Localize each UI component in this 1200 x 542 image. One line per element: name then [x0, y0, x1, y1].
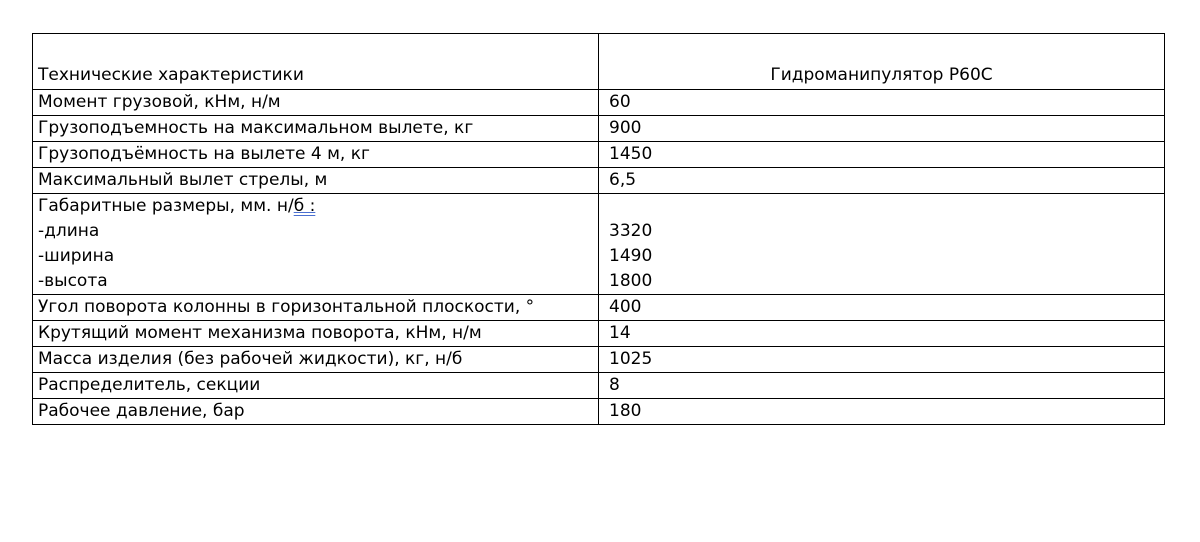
value-cell: 1025 [599, 347, 1165, 373]
value-cell: 6,5 [599, 168, 1165, 194]
dimensions-title-spacer [609, 194, 1164, 219]
specifications-table [32, 33, 1165, 425]
value-cell: 400 [599, 295, 1165, 321]
table-header-row [33, 34, 1165, 90]
param-cell: Крутящий момент механизма поворота, кНм, н/м [33, 321, 599, 347]
header-model-cell: Гидроманипулятор Р60С [599, 34, 1165, 90]
param-cell: Распределитель, секции [33, 373, 599, 399]
table-row [33, 399, 1165, 425]
dimension-label-width: -ширина [38, 246, 115, 266]
table-row [33, 168, 1165, 194]
value-cell: 14 [599, 321, 1165, 347]
dimension-value-height: 1800 [609, 271, 653, 291]
param-cell: Масса изделия (без рабочей жидкости), кг, н/б [33, 347, 599, 373]
table-row [33, 321, 1165, 347]
dimensions-param-cell [33, 194, 599, 295]
table-row [33, 347, 1165, 373]
table-row [33, 295, 1165, 321]
param-cell: Максимальный вылет стрелы, м [33, 168, 599, 194]
param-cell: Момент грузовой, кНм, н/м [33, 90, 599, 116]
value-cell: 60 [599, 90, 1165, 116]
dimension-value-width: 1490 [609, 246, 653, 266]
dimension-label-height: -высота [38, 271, 108, 291]
param-cell: Грузоподъёмность на вылете 4 м, кг [33, 142, 599, 168]
param-cell: Рабочее давление, бар [33, 399, 599, 425]
table-row [33, 90, 1165, 116]
dimensions-value-cell [599, 194, 1165, 295]
dimension-label-length: -длина [38, 221, 100, 241]
value-cell: 8 [599, 373, 1165, 399]
header-parameter-cell: Технические характеристики [33, 34, 599, 90]
table-row [33, 373, 1165, 399]
param-cell: Угол поворота колонны в горизонтальной плоскости, ° [33, 295, 599, 321]
table-row [33, 116, 1165, 142]
value-cell: 1450 [599, 142, 1165, 168]
param-cell: Грузоподъемность на максимальном вылете, кг [33, 116, 599, 142]
dimensions-row [33, 194, 1165, 295]
dimensions-title-text: Габаритные размеры, мм. н/ [38, 196, 294, 216]
dimensions-title-underlined: б : [293, 196, 316, 216]
dimensions-title [38, 194, 598, 219]
table-row [33, 142, 1165, 168]
value-cell: 900 [599, 116, 1165, 142]
dimension-value-length: 3320 [609, 221, 653, 241]
value-cell: 180 [599, 399, 1165, 425]
